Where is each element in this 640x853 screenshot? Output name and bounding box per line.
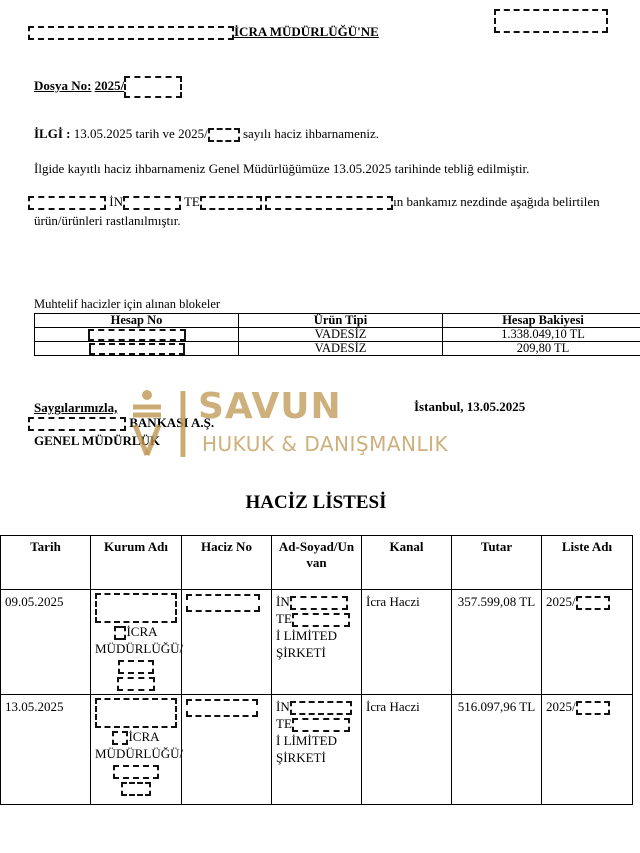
paragraph-2-line-1: İN TE ın bankamız nezdinde aşağıda belirtilen bbox=[28, 194, 600, 210]
balance: 1.338.049,10 TL bbox=[443, 328, 640, 342]
row-kurum: İCRA MÜDÜRLÜĞÜ/ bbox=[91, 590, 182, 695]
table-row bbox=[35, 328, 640, 342]
table-row bbox=[35, 342, 640, 356]
ilgi-line bbox=[34, 126, 379, 142]
blocks-caption: Muhtelif hacizler için alınan blokeler bbox=[34, 297, 221, 311]
watermark-logo-icon bbox=[125, 385, 195, 465]
product-type: VADESİZ bbox=[239, 328, 443, 342]
row-liste: 2025/ bbox=[542, 590, 633, 695]
row-date: 09.05.2025 bbox=[1, 590, 91, 695]
redacted-ilgi-no bbox=[208, 128, 240, 142]
row-kanal: İcra Haczi bbox=[362, 695, 452, 805]
accounts-table bbox=[34, 313, 640, 356]
row-ad-soyad: İN TE İ LİMİTED ŞİRKETİ bbox=[272, 590, 362, 695]
watermark-tagline: HUKUK & DANIŞMANLIK bbox=[202, 432, 449, 456]
header-urun-tipi: Ürün Tipi bbox=[239, 314, 443, 328]
header-tarih: Tarih bbox=[1, 536, 91, 590]
row-date: 13.05.2025 bbox=[1, 695, 91, 805]
row-liste: 2025/ bbox=[542, 695, 633, 805]
header-ad-soyad: Ad-Soyad/Unvan bbox=[272, 536, 362, 590]
table-row bbox=[1, 590, 633, 695]
haciz-list-title: HACİZ LİSTESİ bbox=[245, 492, 387, 513]
ilgi-text-a: 13.05.2025 tarih ve 2025/ bbox=[73, 126, 208, 141]
header-hesap-bakiyesi: Hesap Bakiyesi bbox=[443, 314, 640, 328]
row-kanal: İcra Haczi bbox=[362, 590, 452, 695]
ilgi-text-b: sayılı haciz ihbarnameniz. bbox=[242, 126, 380, 141]
dosya-line bbox=[34, 76, 182, 98]
redacted-top-right bbox=[494, 9, 608, 33]
table-row bbox=[1, 695, 633, 805]
department: GENEL MÜDÜRLÜK bbox=[34, 433, 161, 448]
header-haciz-no: Haciz No bbox=[182, 536, 272, 590]
redacted-account-no bbox=[35, 342, 239, 356]
dosya-label: Dosya No: bbox=[34, 77, 92, 93]
dosya-year: 2025/ bbox=[94, 77, 125, 93]
redacted-account-no bbox=[35, 328, 239, 342]
row-haciz-no bbox=[182, 590, 272, 695]
addressee-suffix: İCRA MÜDÜRLÜĞÜ'NE bbox=[234, 24, 379, 39]
watermark-brand: SAVUN bbox=[198, 386, 342, 427]
row-tutar: 357.599,08 TL bbox=[452, 590, 542, 695]
header-hesap-no: Hesap No bbox=[35, 314, 239, 328]
bank-line: BANKASI A.Ş. bbox=[28, 415, 214, 431]
place-date: İstanbul, 13.05.2025 bbox=[414, 399, 526, 414]
header-kanal: Kanal bbox=[362, 536, 452, 590]
row-haciz-no bbox=[182, 695, 272, 805]
haciz-header-row bbox=[1, 536, 633, 590]
redacted-dosya-no bbox=[124, 76, 182, 98]
row-tutar: 516.097,96 TL bbox=[452, 695, 542, 805]
header-tutar: Tutar bbox=[452, 536, 542, 590]
row-kurum: İCRA MÜDÜRLÜĞÜ/ bbox=[91, 695, 182, 805]
row-ad-soyad: İN TE İ LİMİTED ŞİRKETİ bbox=[272, 695, 362, 805]
header-kurum-adi: Kurum Adı bbox=[91, 536, 182, 590]
product-type: VADESİZ bbox=[239, 342, 443, 356]
redacted-court-name bbox=[28, 26, 234, 40]
addressee-line bbox=[28, 24, 379, 40]
accounts-header-row bbox=[35, 314, 640, 328]
paragraph-1: İlgide kayıtlı haciz ihbarnameniz Genel Müdürlüğümüze 13.05.2025 tarihinde tebliğ edilmiştir. bbox=[34, 161, 530, 176]
closing: Saygılarımızla, bbox=[34, 400, 118, 415]
paragraph-2-line-2: ürün/ürünleri rastlanılmıştır. bbox=[34, 213, 181, 228]
header-liste-adi: Liste Adı bbox=[542, 536, 633, 590]
haciz-table bbox=[0, 535, 633, 805]
balance: 209,80 TL bbox=[443, 342, 640, 356]
ilgi-label: İLGİ : bbox=[34, 126, 71, 141]
